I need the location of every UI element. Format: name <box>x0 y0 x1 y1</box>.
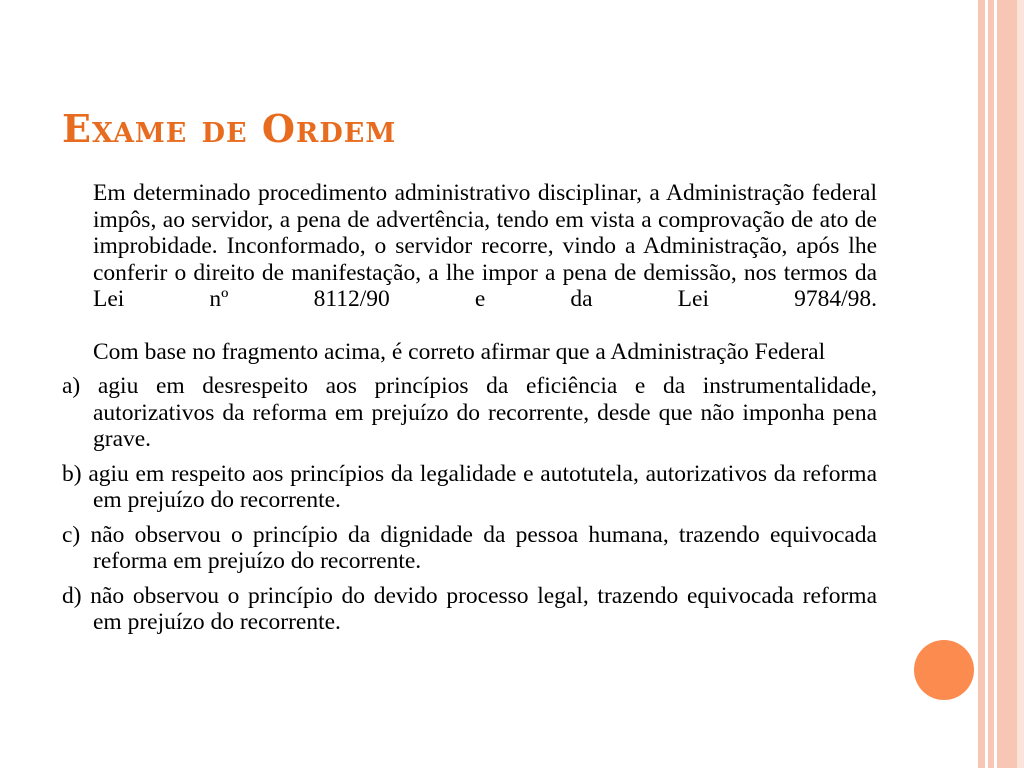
slide-content <box>62 180 877 636</box>
border-stripe <box>978 0 985 768</box>
paragraph-gap <box>62 313 877 339</box>
option-b: b) agiu em respeito aos princípios da legalidade e autotutela, autorizativos da reforma em prejuízo do recorrente. <box>62 460 877 513</box>
option-d: d) não observou o princípio do devido processo legal, trazendo equivocada reforma em prejuízo do recorrente. <box>62 582 877 635</box>
question-paragraph: Com base no fragmento acima, é correto afirmar que a Administração Federal <box>93 338 826 365</box>
option-c: c) não observou o princípio da dignidade da pessoa humana, trazendo equivocada reforma em prejuízo do recorrente. <box>62 521 877 574</box>
border-stripe <box>997 0 1017 768</box>
border-stripe <box>1017 0 1024 768</box>
option-a: a) agiu em desrespeito aos princípios da eficiência e da instrumentalidade, autorizativos da reforma em prejuízo do recorrente, desde que não imponha pena grave. <box>62 373 877 452</box>
decorative-circle <box>914 640 974 700</box>
intro-paragraph: Em determinado procedimento administrativo disciplinar, a Administração federal impôs, ao servidor, a pena de advertência, tendo em vista a comprovação de ato de improbidade. Inconformado, o servidor recorre, vindo a Administração, após lhe conferir o direito de manifestação, a lhe impor a pena de demissão, nos termos da Lei nº 8112/90 e da Lei 9784/98. <box>93 180 877 312</box>
slide-title: Exame de Ordem <box>62 106 397 151</box>
